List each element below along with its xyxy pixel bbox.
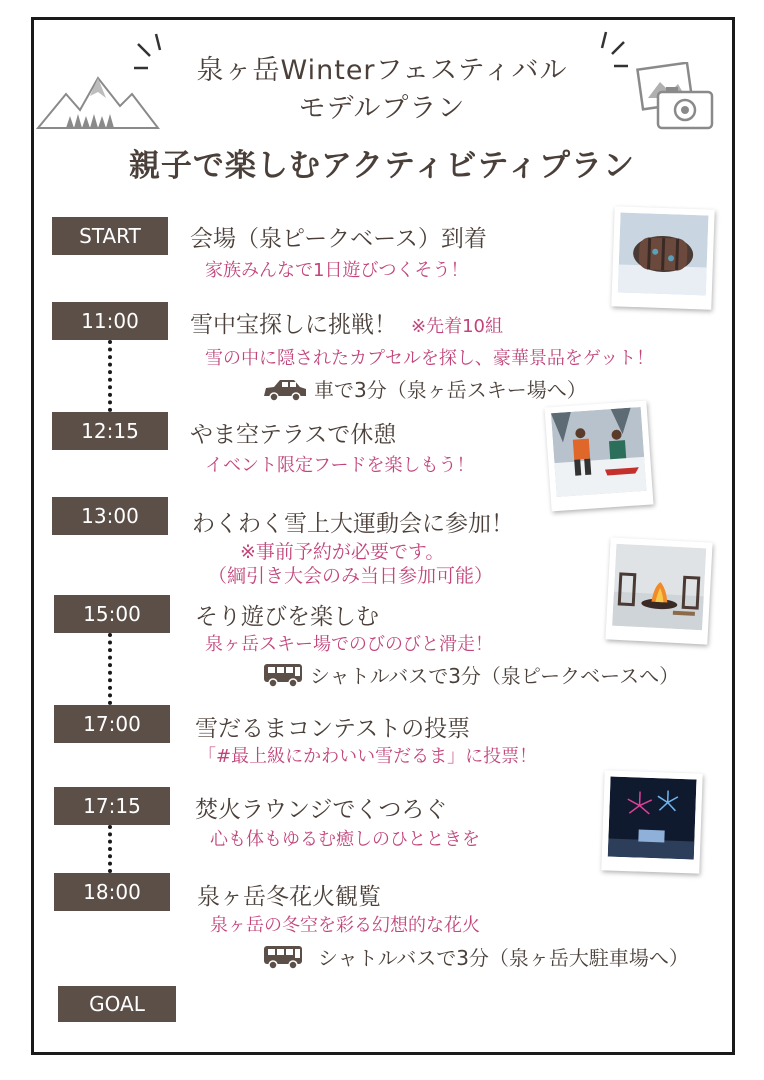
time-badge: 12:15 xyxy=(52,412,168,450)
activity-title: 焚火ラウンジでくつろぐ xyxy=(195,797,448,823)
transport-row xyxy=(262,374,587,403)
activity-description: 「#最上級にかわいい雪だるま」に投票！ xyxy=(198,746,538,767)
timeline-connector xyxy=(108,340,112,412)
time-badge: 15:00 xyxy=(54,595,170,633)
activity-title-text: 雪中宝探しに挑戦！ xyxy=(190,312,397,338)
time-badge: GOAL xyxy=(58,986,176,1022)
photo-bonfire xyxy=(605,537,712,644)
activity-title: やま空テラスで休憩 xyxy=(190,422,397,448)
transport-text: シャトルバスで3分（泉ピークベースへ） xyxy=(310,664,680,688)
activity-description: 心も体もゆるむ癒しのひとときを xyxy=(210,829,480,850)
activity-description: 泉ヶ岳の冬空を彩る幻想的な花火 xyxy=(210,915,480,936)
title-line-2: モデルプラン xyxy=(298,93,466,124)
activity-title: 雪だるまコンテストの投票 xyxy=(195,716,471,742)
photo-fireworks xyxy=(601,770,702,873)
timeline-connector xyxy=(108,825,112,873)
transport-text: シャトルバスで3分（泉ヶ岳大駐車場へ） xyxy=(318,946,689,970)
transport-row xyxy=(262,660,679,689)
time-badge: 17:15 xyxy=(54,787,170,825)
photo-treasure-capsule xyxy=(611,206,714,309)
photo-sledding xyxy=(544,401,653,512)
activity-title: 泉ヶ岳冬花火観覧 xyxy=(197,884,381,910)
activity-title: わくわく雪上大運動会に参加！ xyxy=(192,511,514,537)
plan-heading: 親子で楽しむアクティビティプラン xyxy=(128,148,636,184)
activity-title: 会場（泉ピークベース）到着 xyxy=(190,226,487,252)
time-badge: 13:00 xyxy=(52,497,168,535)
activity-title: そり遊びを楽しむ xyxy=(195,604,379,630)
transport-row xyxy=(262,942,689,971)
activity-description: 家族みんなで1日遊びつくそう！ xyxy=(205,260,469,281)
activity-description: 泉ヶ岳スキー場でのびのびと滑走！ xyxy=(205,634,493,655)
transport-text: 車で3分（泉ヶ岳スキー場へ） xyxy=(314,378,587,402)
title-line-1: 泉ヶ岳Winterフェスティバル xyxy=(196,55,568,86)
bus-icon xyxy=(262,944,304,970)
time-badge: START xyxy=(52,217,168,255)
car-icon xyxy=(262,376,308,402)
activity-description: ※事前予約が必要です。 xyxy=(240,541,445,563)
time-badge: 17:00 xyxy=(54,705,170,743)
activity-description: イベント限定フードを楽しもう！ xyxy=(205,455,475,476)
activity-note: ※先着10組 xyxy=(411,316,503,337)
timeline-connector xyxy=(108,633,112,705)
time-badge: 18:00 xyxy=(54,873,170,911)
bus-icon xyxy=(262,662,304,688)
activity-description: 雪の中に隠されたカプセルを探し、豪華景品をゲット！ xyxy=(205,348,655,369)
activity-description: （綱引き大会のみ当日参加可能） xyxy=(208,565,494,587)
activity-title xyxy=(190,306,503,339)
time-badge: 11:00 xyxy=(52,302,168,340)
